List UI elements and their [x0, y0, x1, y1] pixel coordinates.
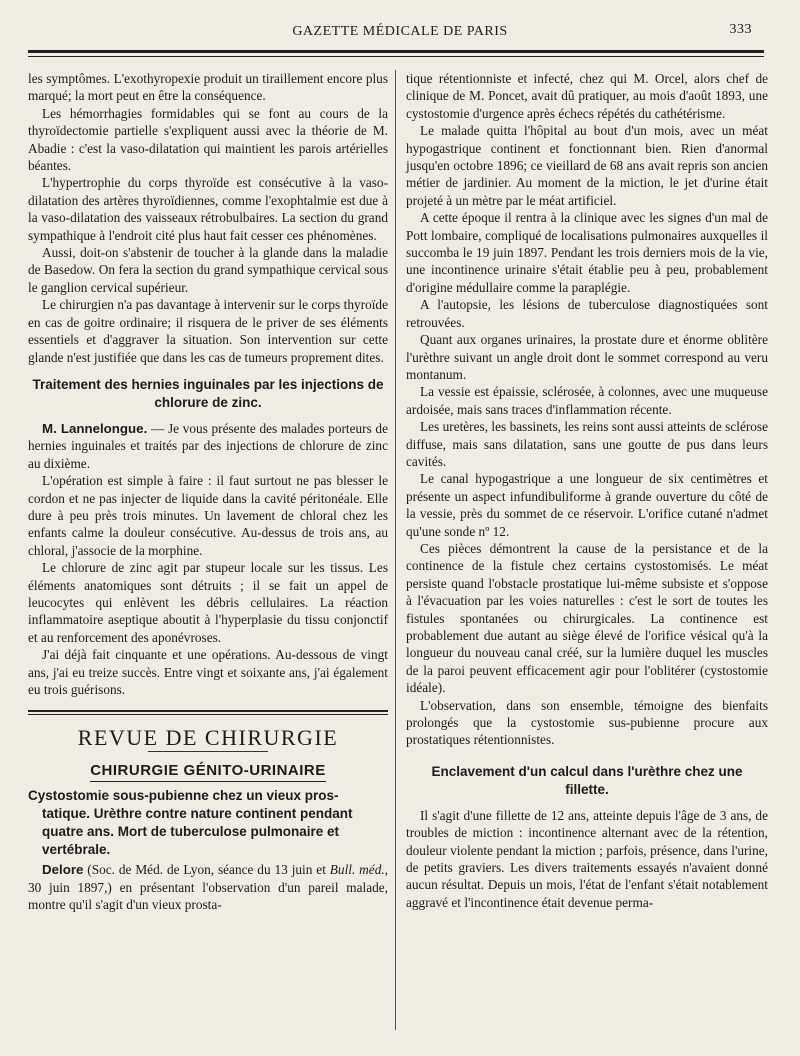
paragraph: A cette époque il rentra à la clinique avec les signes d'un mal de Pott lombaire, compliqué de localisations pulmonaires auxquelles il succomba le 19 juin 1897. Pendant les trois derniers mois de la vie, une incontinence urinaire s'était établie peu à peu, probablement d'origine médullaire comme la paraplégie.: [406, 210, 768, 295]
section-divider: [28, 710, 388, 715]
page-number: 333: [729, 22, 752, 37]
header-rule-thick: [28, 50, 764, 53]
paragraph: Quant aux organes urinaires, la prostate dure et énorme oblitère l'urèthre suivant un angle droit dont le sommet correspond au veru montanum.: [406, 332, 768, 382]
column-divider: [395, 70, 396, 1030]
right-column: [406, 70, 768, 911]
paragraph: Le canal hypogastrique a une longueur de six centimètres et présente un aspect infundibuliforme à grande ouverture du côté de la vessie, près du sommet de ce réservoir. L'orifice cutané n'admet qu'une sonde nº 12.: [406, 471, 768, 539]
subsection-heading-text: CHIRURGIE GÉNITO-URINAIRE: [90, 762, 326, 782]
paragraph: L'hypertrophie du corps thyroïde est consécutive à la vaso-dilatation des artères thyroïdiennes, comme l'exophtalmie est due à la vaso-dilatation des vaisseaux rétrobulbaires. La section du grand sympathique à l'endroit cité plus haut fait cesser ces phénomènes.: [28, 175, 388, 243]
running-head: [26, 22, 774, 44]
article-title: [28, 787, 388, 859]
paragraph: Il s'agit d'une fillette de 12 ans, atteinte depuis l'âge de 3 ans, de troubles de miction : incontinence alternant avec de la rétention, douleur violente pendant la miction ; parfois, présence, dans l'urine, de petits graviers. Les divers traitements essayés n'avaient donné aucun résultat. Depuis un mois, l'état de l'enfant s'était notablement aggravé et l'incontinence était devenue perma-: [406, 807, 768, 910]
paragraph: Les uretères, les bassinets, les reins sont aussi atteints de sclérose diffuse, mais sans dilatation, sans une goutte de pus dans leurs cavités.: [406, 419, 768, 469]
paragraph: les symptômes. L'exothyropexie produit un tiraillement encore plus marqué; la mort peut en être la conséquence.: [28, 71, 388, 104]
paragraph: Aussi, doit-on s'abstenir de toucher à la glande dans la maladie de Basedow. On fera la section du grand sympathique cervical sous le ganglion cervical supérieur.: [28, 245, 388, 295]
left-column: [28, 70, 388, 913]
paragraph: tique rétentionniste et infecté, chez qui M. Orcel, alors chef de clinique de M. Poncet, avait dû pratiquer, au mois d'août 1893, une cystostomie d'urgence après échecs répétés du cathétérisme.: [406, 71, 768, 121]
paragraph: L'opération est simple à faire : il faut surtout ne pas blesser le cordon et ne pas injecter de liquide dans la cavité péritonéale. Elle dure à peu près trois minutes. Un lavement de chloral chez les enfants calme la douleur consécutive. Au-dessus de trois ans, au chloral, j'associe de la morphine.: [28, 473, 388, 558]
revue-heading: REVUE DE CHIRURGIE: [77, 725, 339, 751]
article-title-line2: tatique. Urèthre contre nature continent pendant quatre ans. Mort de tuberculose pulmonaire et vertébrale.: [42, 806, 353, 858]
header-rule-thin: [28, 56, 764, 57]
subsection-heading: [28, 762, 388, 779]
paragraph: Le chirurgien n'a pas davantage à intervenir sur le corps thyroïde en cas de goitre ordinaire; il risquera de le priver de ses éléments essentiels et d'aggraver la situation. Son intervention sur cette glande n'est justifiée que dans les cas de tumeurs proprement dites.: [28, 297, 388, 365]
paragraph: Le chlorure de zinc agit par stupeur locale sur les tissus. Les éléments anatomiques sont détruits ; il se fait un appel de leucocytes qui enlèvent les débris cellulaires. La réaction inflammatoire aseptique aboutit à l'hyperplasie du tissu conjonctif et au renforcement des aponévroses.: [28, 560, 388, 645]
paragraph: A l'autopsie, les lésions de tuberculose diagnostiquées sont retrouvées.: [406, 297, 768, 330]
paragraph-text: — Je vous présente des malades porteurs de hernies inguinales et traités par des injections de chlorure de zinc au dixième.: [28, 420, 388, 471]
section-title-calcul: Enclavement d'un calcul dans l'urèthre chez une fillette.: [431, 763, 743, 797]
paragraph-text: (Soc. de Méd. de Lyon, séance du 13 juin et: [83, 862, 330, 878]
journal-title: GAZETTE MÉDICALE DE PARIS: [292, 24, 508, 39]
paragraph: Ces pièces démontrent la cause de la persistance et de la continence de la fistule chez certains cystostomisés. Le méat persiste quand l'obstacle prostatique lui-même subsiste et s'oppose à l'évacuation par les voies naturelles : c'est le sort de toutes les fistules spontanées ou chirurgicales. La continence est probablement due autant au siège élevé de l'orifice vésical qu'à la longueur du nouveau canal créé, sur la lumière duquel les muscles de la paroi peuvent efficacement agir pour l'oblitérer (cystostomie idéale).: [406, 540, 768, 696]
journal-ref: Bull. méd.: [329, 862, 385, 878]
paragraph: L'observation, dans son ensemble, témoigne des bienfaits prolongés que la cystostomie sus-pubienne procure aux prostatiques rétentionnistes.: [406, 697, 768, 748]
paragraph: J'ai déjà fait cinquante et une opérations. Au-dessous de vingt ans, j'ai eu treize succès. Entre vingt et soixante ans, j'ai également eu trois guérisons.: [28, 647, 388, 697]
paragraph: Les hémorrhagies formidables qui se font au cours de la thyroïdectomie partielle s'expliquent aussi avec la théorie de M. Abadie : c'est la vaso-dilatation qui maintient les parois artérielles béantes.: [28, 105, 388, 174]
paragraph: [28, 420, 388, 472]
short-divider: [148, 751, 268, 752]
paragraph-text: , 30 juin 1897,) en présentant l'observation d'un pareil malade, montre qu'il s'agit d'un vieux prosta-: [28, 862, 388, 913]
paragraph: [28, 861, 388, 913]
speaker-name: M. Lannelongue.: [42, 420, 148, 436]
author-name: Delore: [42, 862, 84, 878]
section-title-hernies: Traitement des hernies inguinales par les injections de chlorure de zinc.: [32, 376, 384, 410]
article-title-line1: Cystostomie sous-pubienne chez un vieux pros-: [28, 788, 339, 804]
paragraph: La vessie est épaissie, sclérosée, à colonnes, avec une muqueuse ardoisée, mais sans traces d'inflammation récente.: [406, 384, 768, 417]
paragraph: Le malade quitta l'hôpital au bout d'un mois, avec un méat hypogastrique continent et fonctionnant bien. Rien d'anormal jusqu'en octobre 1896; ce vieillard de 68 ans avait repris son ancien métier de jardinier. Au moment de la miction, le jet d'urine était projeté à un mètre par le méat artificiel.: [406, 123, 768, 208]
